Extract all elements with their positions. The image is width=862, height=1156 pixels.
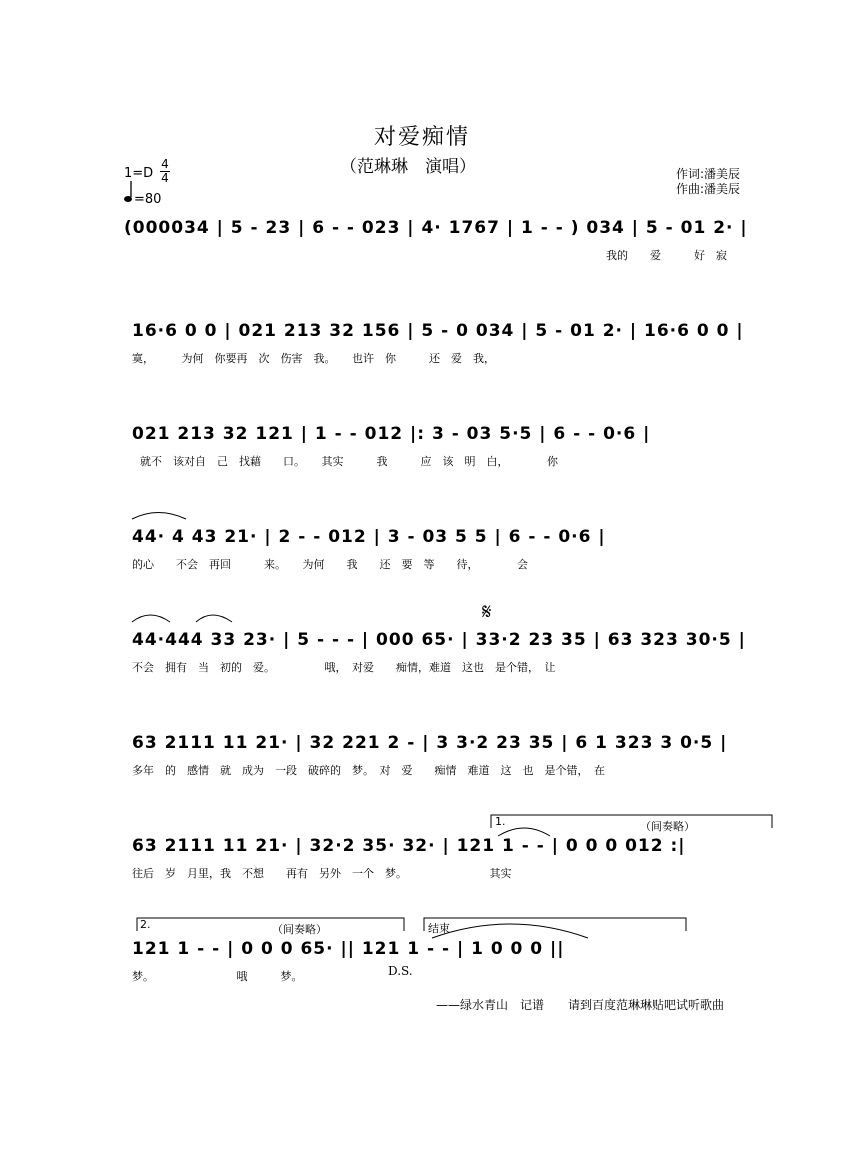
lyric-row-3: 就不 该对自 己 找藉 口。 其实 我 应 该 明 白， 你 <box>140 455 558 468</box>
lyric-row-6: 多年 的 感情 就 成为 一段 破碎的 梦。 对 爱 痴情 难道 这 也 是个错， 在 <box>132 764 605 777</box>
lyric-row-1: 我的 爱 好 寂 <box>606 249 727 262</box>
lyricist-credit: 作词:潘美辰 <box>676 167 741 181</box>
lyric-row-2: 寞， 为何 你要再 次 伤害 我。 也许 你 还 爱 我， <box>132 352 495 365</box>
volta-2-label: 2. <box>140 918 151 931</box>
tie-row5-a <box>132 615 170 622</box>
footer-credit: ——绿水青山 记谱 请到百度范琳琳贴吧试听歌曲 <box>436 998 725 1012</box>
interlude-note-2: （间奏略） <box>272 923 327 936</box>
key-signature: 1=D <box>124 166 154 181</box>
notation-row-5: 44·444 33 23· | 5 - - - | 000 65· | 33·2 23 35 | 63 323 30·5 | <box>132 630 746 650</box>
tie-row4-a <box>132 513 186 520</box>
tie-row7-a <box>498 828 550 836</box>
time-signature-bottom: 4 <box>161 171 169 185</box>
segno-sign: 𝄋 <box>482 600 492 625</box>
lyric-row-8: 梦。 哦 梦。 <box>132 970 303 983</box>
interlude-note-1: （间奏略） <box>640 820 695 833</box>
notation-row-6: 63 2111 11 21· | 32 221 2 - | 3 3·2 23 35 | 6 1 323 3 0·5 | <box>132 733 728 753</box>
notation-row-8: 121 1 - - | 0 0 0 65· || 121 1 - - | 1 0 0 0 || <box>132 939 565 959</box>
volta-2-bracket <box>137 918 404 931</box>
notation-row-4: 44· 4 43 21· | 2 - - 012 | 3 - 03 5 5 | 6 - - 0·6 | <box>132 527 606 547</box>
lyric-row-7: 往后 岁 月里，我 不想 再有 另外 一个 梦。 其实 <box>132 867 512 880</box>
lyric-row-4: 的心 不会 再回 来。 为何 我 还 要 等 待， 会 <box>132 558 528 571</box>
dal-segno-marking: D.S. <box>388 964 413 978</box>
notation-row-3: 021 213 32 121 | 1 - - 012 |: 3 - 03 5·5 | 6 - - 0·6 | <box>132 424 651 444</box>
notation-row-7: 63 2111 11 21· | 32·2 35· 32· | 121 1 - - | 0 0 0 012 :| <box>132 836 686 856</box>
volta-1-bracket <box>491 815 772 828</box>
song-subtitle: （范琳琳 演唱） <box>340 157 476 177</box>
ending-label: 结束 <box>428 922 450 935</box>
composer-credit: 作曲:潘美辰 <box>676 182 741 196</box>
song-title: 对爱痴情 <box>374 125 471 150</box>
lyric-row-5: 不会 拥有 当 初的 爱。 哦， 对爱 痴情，难道 这也 是个错， 让 <box>132 661 556 674</box>
tempo-marking: =80 <box>134 192 162 207</box>
volta-1-label: 1. <box>495 815 506 828</box>
notation-row-1: (000034 | 5 - 23 | 6 - - 023 | 4· 1767 | 1 - - ) 034 | 5 - 01 2· | <box>124 218 748 238</box>
tie-row5-b <box>196 615 232 622</box>
notation-row-2: 16·6 0 0 | 021 213 32 156 | 5 - 0 034 | 5 - 01 2· | 16·6 0 0 | <box>132 321 744 341</box>
time-signature-top: 4 <box>161 157 169 171</box>
ending-tie <box>432 924 588 938</box>
